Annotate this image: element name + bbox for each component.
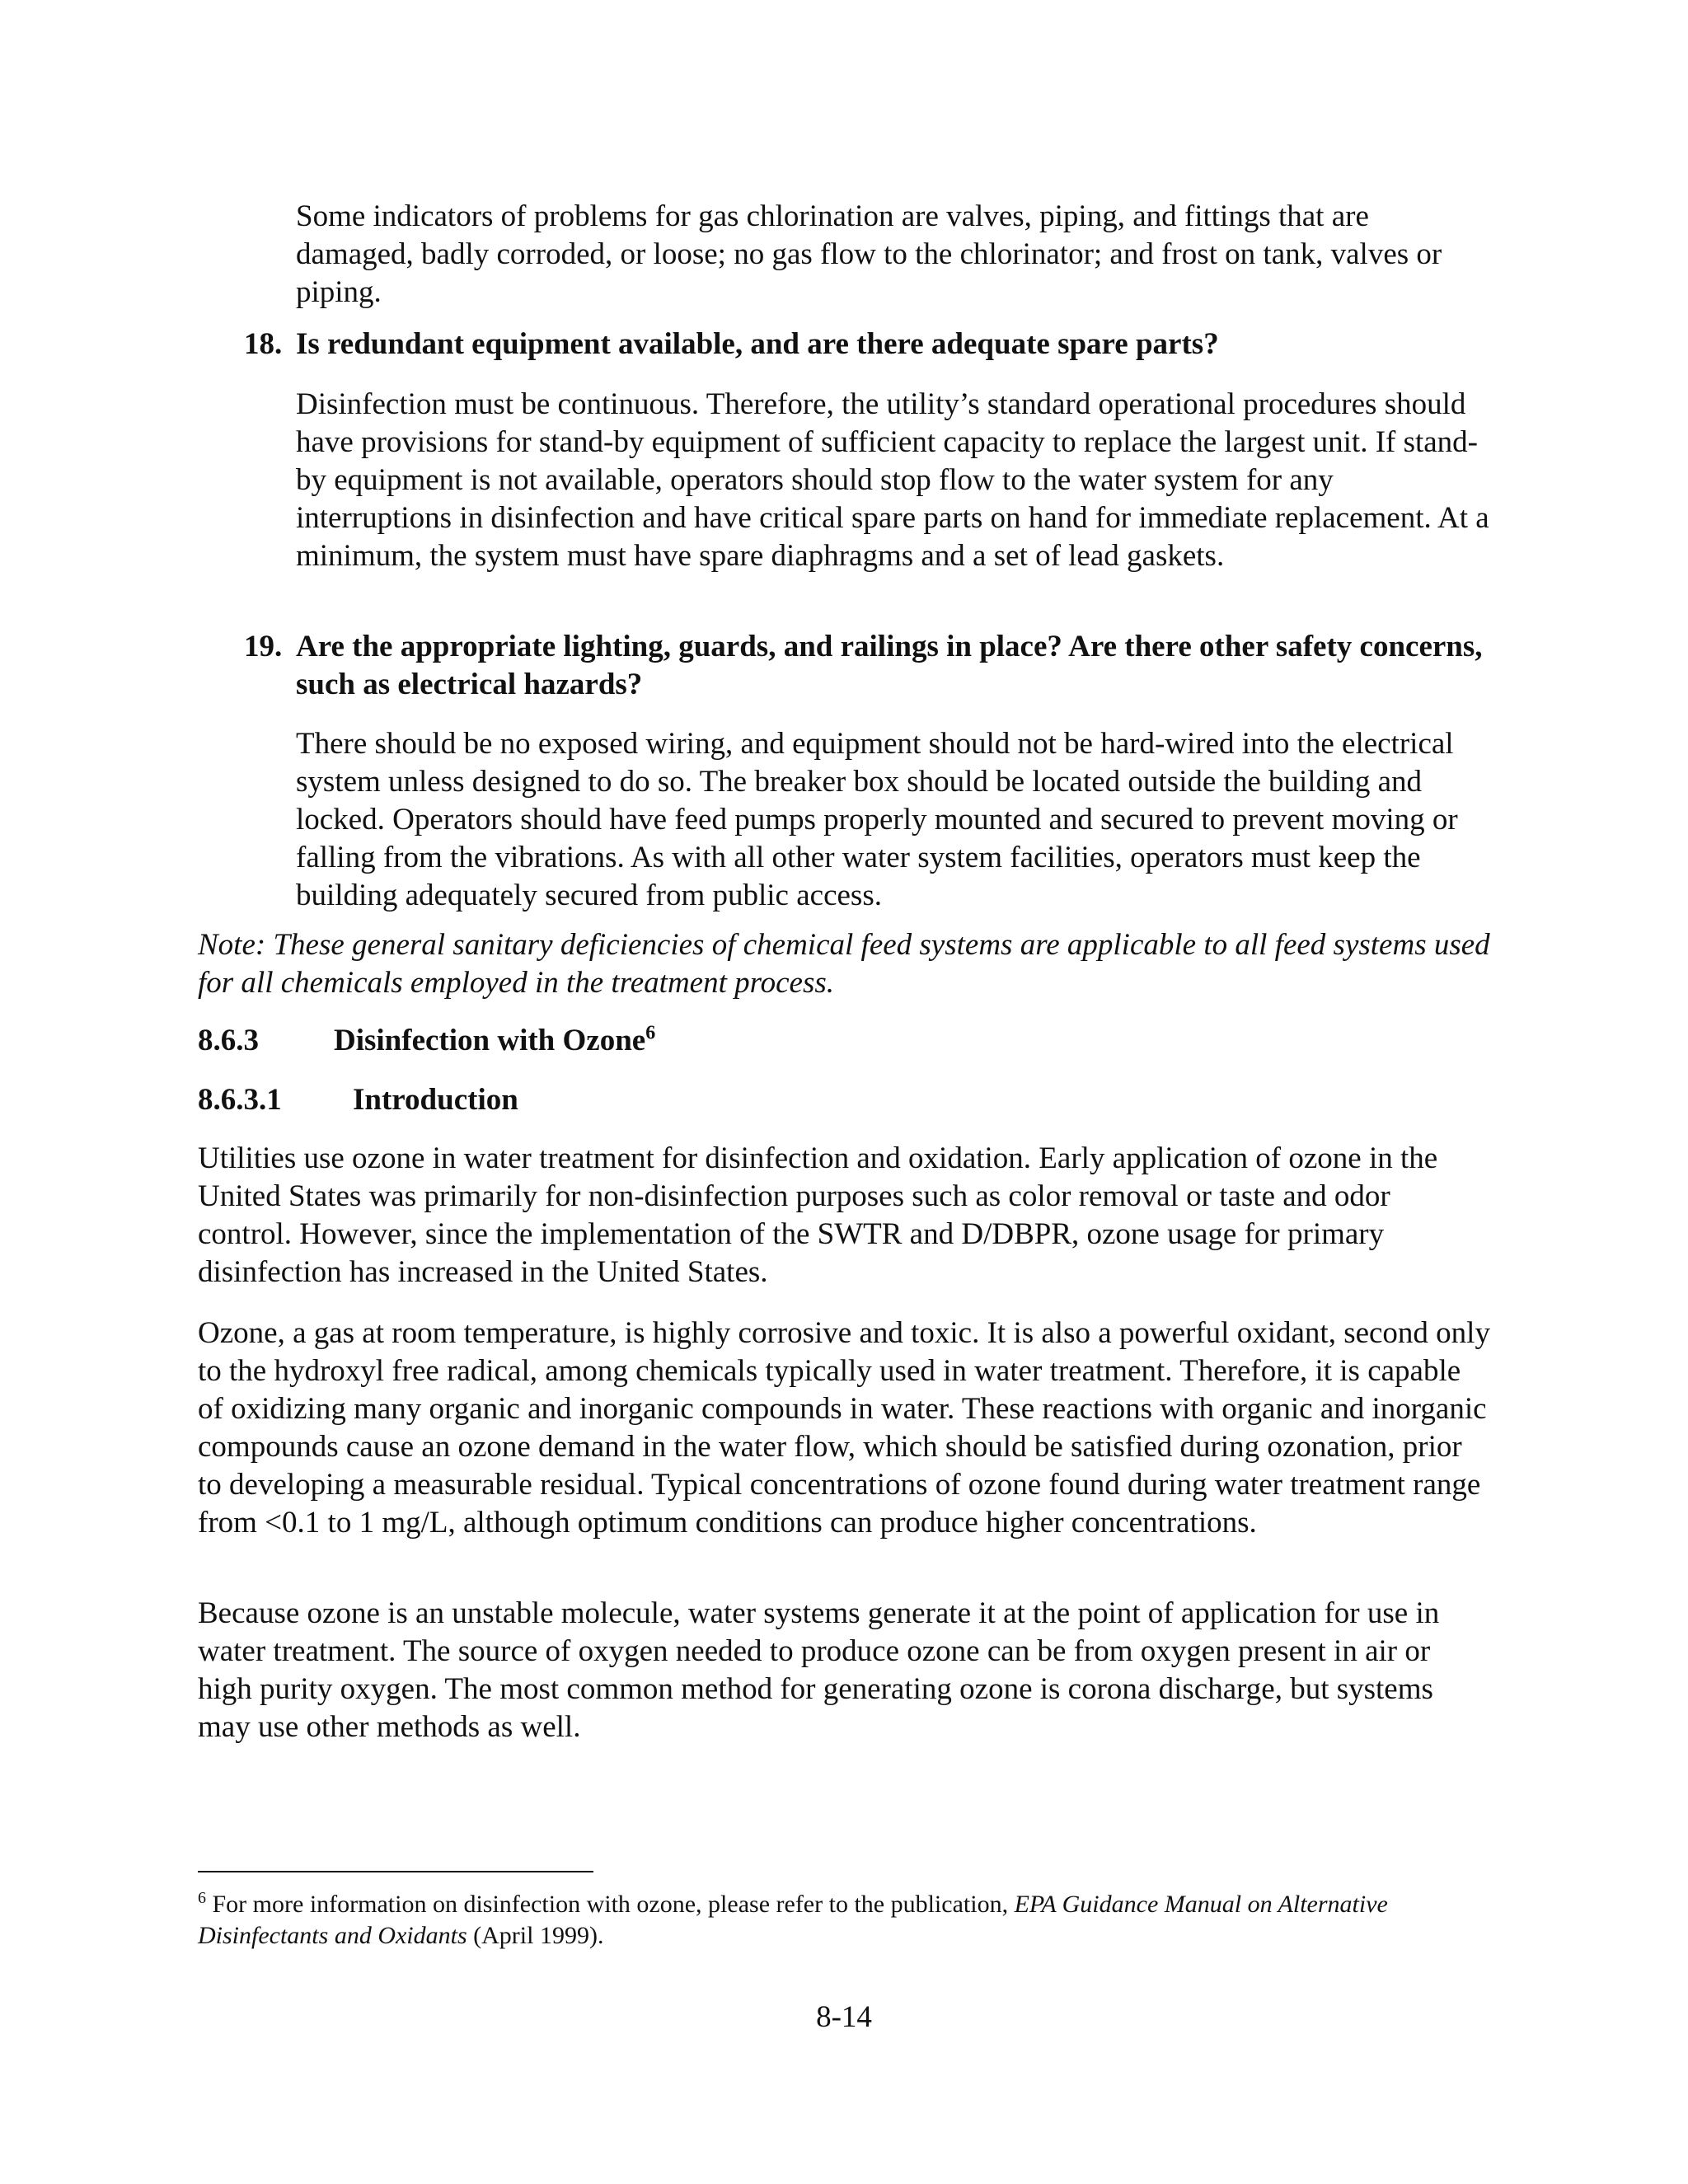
- section-title-text: Disinfection with Ozone: [334, 1024, 646, 1057]
- question-19-answer: There should be no exposed wiring, and equipment should not be hard-wired into the electrical system unless designed to do so. The breaker box should be located outside the building and locked. Operators should have feed pumps properly mounted and secured to prevent moving or falling from the vibrations. As with all other water system facilities, operators must keep the building adequately secured from public access.: [296, 727, 1458, 912]
- question-18-text: Is redundant equipment available, and are there adequate spare parts?: [296, 327, 1219, 361]
- section-number: 8.6.3: [198, 1024, 259, 1057]
- body-paragraph-1: Utilities use ozone in water treatment for disinfection and oxidation. Early application of ozone in the United States was primarily for non-disinfection purposes such as color removal or taste and odor control. However, since the implementation of the SWTR and D/DBPR, ozone usage for primary disinfection has increased in the United States.: [198, 1141, 1438, 1289]
- note-paragraph: Note: These general sanitary deficiencies of chemical feed systems are applicable to all feed systems used for all chemicals employed in the treatment process.: [198, 928, 1490, 1000]
- question-18-number: 18.: [244, 327, 283, 361]
- question-19-text: Are the appropriate lighting, guards, and railings in place? Are there other safety concerns, such as electrical hazards?: [296, 630, 1483, 701]
- question-18: [244, 326, 1497, 363]
- footnote-publication-title: EPA Guidance Manual on Alternative Disinfectants and Oxidants: [198, 1891, 1388, 1949]
- subsection-number: 8.6.3.1: [198, 1083, 282, 1117]
- gas-indicators-paragraph: Some indicators of problems for gas chlorination are valves, piping, and fittings that are damaged, badly corroded, or loose; no gas flow to the chlorinator; and frost on tank, valves or piping.: [296, 199, 1442, 309]
- footnote-text-after: (April 1999).: [467, 1922, 604, 1949]
- footnote-text-before: For more information on disinfection with ozone, please refer to the publication,: [212, 1891, 1015, 1918]
- question-19-number: 19.: [244, 630, 283, 663]
- body-paragraph-3: Because ozone is an unstable molecule, water systems generate it at the point of application for use in water treatment. The source of oxygen needed to produce ozone can be from oxygen present in air or high purity oxygen. The most common method for generating ozone is corona discharge, but systems may use other methods as well.: [198, 1596, 1440, 1744]
- footnote: [198, 1871, 1492, 1949]
- question-19: [244, 628, 1497, 704]
- footnote-mark: 6: [198, 1889, 206, 1907]
- subsection-title: Introduction: [353, 1083, 518, 1117]
- body-paragraph-2: Ozone, a gas at room temperature, is highly corrosive and toxic. It is also a powerful oxidant, second only to the hydroxyl free radical, among chemicals typically used in water treatment. Therefore, it is capable of oxidizing many organic and inorganic compounds in water. These reactions with organic and inorganic compounds cause an ozone demand in the water flow, which should be satisfied during ozonation, prior to developing a measurable residual. Typical concentrations of ozone found during water treatment range from <0.1 to 1 mg/L, although optimum conditions can produce higher concentrations.: [198, 1316, 1490, 1540]
- footnote-reference: 6: [645, 1022, 656, 1044]
- question-18-answer: Disinfection must be continuous. Therefore, the utility’s standard operational procedures should have provisions for stand-by equipment of sufficient capacity to replace the largest unit. If stand-by equipment is not available, operators should stop flow to the water system for any interruptions in disinfection and have critical spare parts on hand for immediate replacement. At a minimum, the system must have spare diaphragms and a set of lead gaskets.: [296, 387, 1489, 573]
- page-number: 8-14: [816, 2000, 872, 2034]
- section-title: [334, 1022, 655, 1060]
